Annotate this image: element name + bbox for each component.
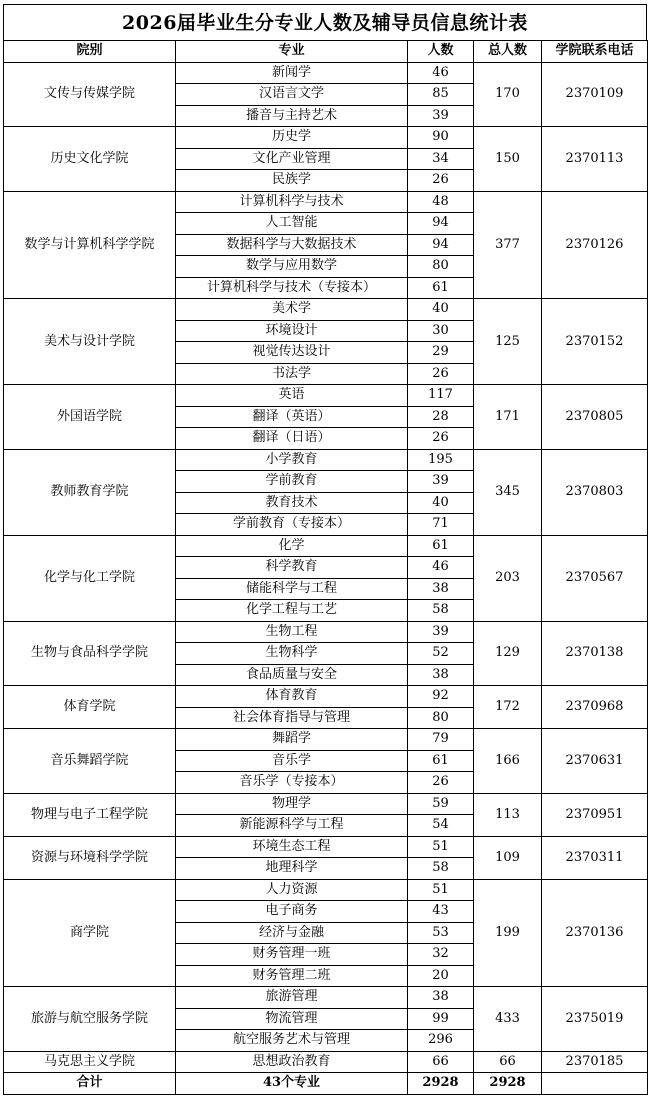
college-phone: 2370805 [542, 385, 648, 450]
college-total: 345 [474, 449, 542, 535]
major-count: 26 [408, 428, 474, 450]
major-count: 40 [408, 492, 474, 514]
college-name: 商学院 [4, 879, 176, 987]
college-phone: 2370185 [542, 1051, 648, 1073]
major-count: 94 [408, 213, 474, 235]
major-count: 40 [408, 299, 474, 321]
major-count: 28 [408, 406, 474, 428]
major-count: 296 [408, 1030, 474, 1052]
major-name: 翻译（英语） [176, 406, 408, 428]
major-name: 学前教育（专接本） [176, 514, 408, 536]
college-phone: 2370113 [542, 127, 648, 192]
totals-majors: 43个专业 [176, 1073, 408, 1095]
college-phone: 2375019 [542, 987, 648, 1052]
college-total: 66 [474, 1051, 542, 1073]
major-count: 85 [408, 84, 474, 106]
major-name: 计算机科学与技术（专接本） [176, 277, 408, 299]
major-name: 社会体育指导与管理 [176, 707, 408, 729]
table-body [4, 62, 648, 1073]
major-name: 物流管理 [176, 1008, 408, 1030]
header-count: 人数 [408, 41, 474, 63]
major-name: 新能源科学与工程 [176, 815, 408, 837]
college-phone: 2370631 [542, 729, 648, 794]
major-count: 59 [408, 793, 474, 815]
major-count: 92 [408, 686, 474, 708]
table-row [4, 686, 648, 708]
major-name: 美术学 [176, 299, 408, 321]
major-name: 人力资源 [176, 879, 408, 901]
major-count: 39 [408, 471, 474, 493]
major-name: 食品质量与安全 [176, 664, 408, 686]
table-row [4, 729, 648, 751]
major-name: 环境生态工程 [176, 836, 408, 858]
major-count: 39 [408, 105, 474, 127]
major-count: 39 [408, 621, 474, 643]
header-row [4, 41, 648, 63]
major-count: 26 [408, 170, 474, 192]
major-count: 43 [408, 901, 474, 923]
major-name: 物理学 [176, 793, 408, 815]
major-count: 195 [408, 449, 474, 471]
college-phone: 2370567 [542, 535, 648, 621]
totals-phone [542, 1073, 648, 1095]
major-count: 38 [408, 987, 474, 1009]
table-row [4, 1051, 648, 1073]
major-name: 英语 [176, 385, 408, 407]
college-name: 历史文化学院 [4, 127, 176, 192]
college-phone: 2370152 [542, 299, 648, 385]
major-name: 经济与金融 [176, 922, 408, 944]
major-name: 体育教育 [176, 686, 408, 708]
major-name: 播音与主持艺术 [176, 105, 408, 127]
college-phone: 2370126 [542, 191, 648, 299]
document-title: 2026届毕业生分专业人数及辅导员信息统计表 [3, 4, 647, 40]
major-count: 26 [408, 772, 474, 794]
college-phone: 2370951 [542, 793, 648, 836]
totals-total: 2928 [474, 1073, 542, 1095]
major-count: 46 [408, 62, 474, 84]
major-name: 新闻学 [176, 62, 408, 84]
major-name: 生物工程 [176, 621, 408, 643]
college-name: 数学与计算机科学学院 [4, 191, 176, 299]
major-name: 汉语言文学 [176, 84, 408, 106]
major-count: 51 [408, 879, 474, 901]
major-count: 61 [408, 277, 474, 299]
major-count: 90 [408, 127, 474, 149]
table-row [4, 535, 648, 557]
major-count: 66 [408, 1051, 474, 1073]
major-count: 38 [408, 664, 474, 686]
major-name: 小学教育 [176, 449, 408, 471]
college-name: 外国语学院 [4, 385, 176, 450]
major-count: 26 [408, 363, 474, 385]
college-name: 文传与传媒学院 [4, 62, 176, 127]
major-count: 79 [408, 729, 474, 751]
major-name: 舞蹈学 [176, 729, 408, 751]
college-total: 109 [474, 836, 542, 879]
major-count: 52 [408, 643, 474, 665]
college-total: 129 [474, 621, 542, 686]
table-row [4, 793, 648, 815]
major-count: 29 [408, 342, 474, 364]
major-name: 生物科学 [176, 643, 408, 665]
major-count: 61 [408, 535, 474, 557]
major-count: 80 [408, 707, 474, 729]
major-name: 储能科学与工程 [176, 578, 408, 600]
college-name: 资源与环境科学学院 [4, 836, 176, 879]
major-name: 地理科学 [176, 858, 408, 880]
major-count: 99 [408, 1008, 474, 1030]
major-name: 学前教育 [176, 471, 408, 493]
college-name: 生物与食品科学学院 [4, 621, 176, 686]
college-total: 203 [474, 535, 542, 621]
college-total: 170 [474, 62, 542, 127]
major-count: 54 [408, 815, 474, 837]
major-name: 化学工程与工艺 [176, 600, 408, 622]
table-row [4, 127, 648, 149]
header-major: 专业 [176, 41, 408, 63]
college-total: 433 [474, 987, 542, 1052]
college-total: 150 [474, 127, 542, 192]
table-row [4, 449, 648, 471]
college-phone: 2370136 [542, 879, 648, 987]
major-count: 32 [408, 944, 474, 966]
totals-label: 合计 [4, 1073, 176, 1095]
major-name: 环境设计 [176, 320, 408, 342]
college-phone: 2370138 [542, 621, 648, 686]
table-row [4, 299, 648, 321]
major-name: 数据科学与大数据技术 [176, 234, 408, 256]
major-count: 34 [408, 148, 474, 170]
major-count: 53 [408, 922, 474, 944]
major-name: 音乐学（专接本） [176, 772, 408, 794]
major-name: 旅游管理 [176, 987, 408, 1009]
table-row [4, 987, 648, 1009]
major-count: 58 [408, 858, 474, 880]
table-row [4, 879, 648, 901]
college-total: 171 [474, 385, 542, 450]
major-count: 38 [408, 578, 474, 600]
major-count: 117 [408, 385, 474, 407]
major-name: 电子商务 [176, 901, 408, 923]
totals-row [4, 1073, 648, 1095]
totals-count: 2928 [408, 1073, 474, 1095]
college-total: 166 [474, 729, 542, 794]
major-name: 科学教育 [176, 557, 408, 579]
college-name: 体育学院 [4, 686, 176, 729]
major-name: 人工智能 [176, 213, 408, 235]
college-total: 172 [474, 686, 542, 729]
major-name: 数学与应用数学 [176, 256, 408, 278]
major-count: 94 [408, 234, 474, 256]
college-phone: 2370311 [542, 836, 648, 879]
college-total: 113 [474, 793, 542, 836]
major-name: 思想政治教育 [176, 1051, 408, 1073]
college-name: 化学与化工学院 [4, 535, 176, 621]
table-row [4, 385, 648, 407]
major-count: 58 [408, 600, 474, 622]
header-phone: 学院联系电话 [542, 41, 648, 63]
college-total: 377 [474, 191, 542, 299]
major-name: 文化产业管理 [176, 148, 408, 170]
major-count: 20 [408, 965, 474, 987]
major-count: 80 [408, 256, 474, 278]
table-row [4, 191, 648, 213]
major-name: 计算机科学与技术 [176, 191, 408, 213]
major-count: 51 [408, 836, 474, 858]
major-name: 财务管理一班 [176, 944, 408, 966]
major-name: 航空服务艺术与管理 [176, 1030, 408, 1052]
major-name: 书法学 [176, 363, 408, 385]
college-phone: 2370109 [542, 62, 648, 127]
statistics-table [3, 40, 648, 1095]
major-name: 化学 [176, 535, 408, 557]
major-name: 财务管理二班 [176, 965, 408, 987]
college-name: 旅游与航空服务学院 [4, 987, 176, 1052]
college-phone: 2370803 [542, 449, 648, 535]
college-name: 音乐舞蹈学院 [4, 729, 176, 794]
college-name: 教师教育学院 [4, 449, 176, 535]
table-row [4, 62, 648, 84]
college-name: 美术与设计学院 [4, 299, 176, 385]
header-total: 总人数 [474, 41, 542, 63]
header-college: 院别 [4, 41, 176, 63]
college-name: 马克思主义学院 [4, 1051, 176, 1073]
college-phone: 2370968 [542, 686, 648, 729]
major-name: 教育技术 [176, 492, 408, 514]
major-count: 61 [408, 750, 474, 772]
major-name: 音乐学 [176, 750, 408, 772]
college-total: 199 [474, 879, 542, 987]
major-count: 48 [408, 191, 474, 213]
major-name: 民族学 [176, 170, 408, 192]
college-name: 物理与电子工程学院 [4, 793, 176, 836]
major-name: 历史学 [176, 127, 408, 149]
table-row [4, 836, 648, 858]
major-name: 视觉传达设计 [176, 342, 408, 364]
major-count: 30 [408, 320, 474, 342]
major-name: 翻译（日语） [176, 428, 408, 450]
table-row [4, 621, 648, 643]
college-total: 125 [474, 299, 542, 385]
major-count: 46 [408, 557, 474, 579]
major-count: 71 [408, 514, 474, 536]
